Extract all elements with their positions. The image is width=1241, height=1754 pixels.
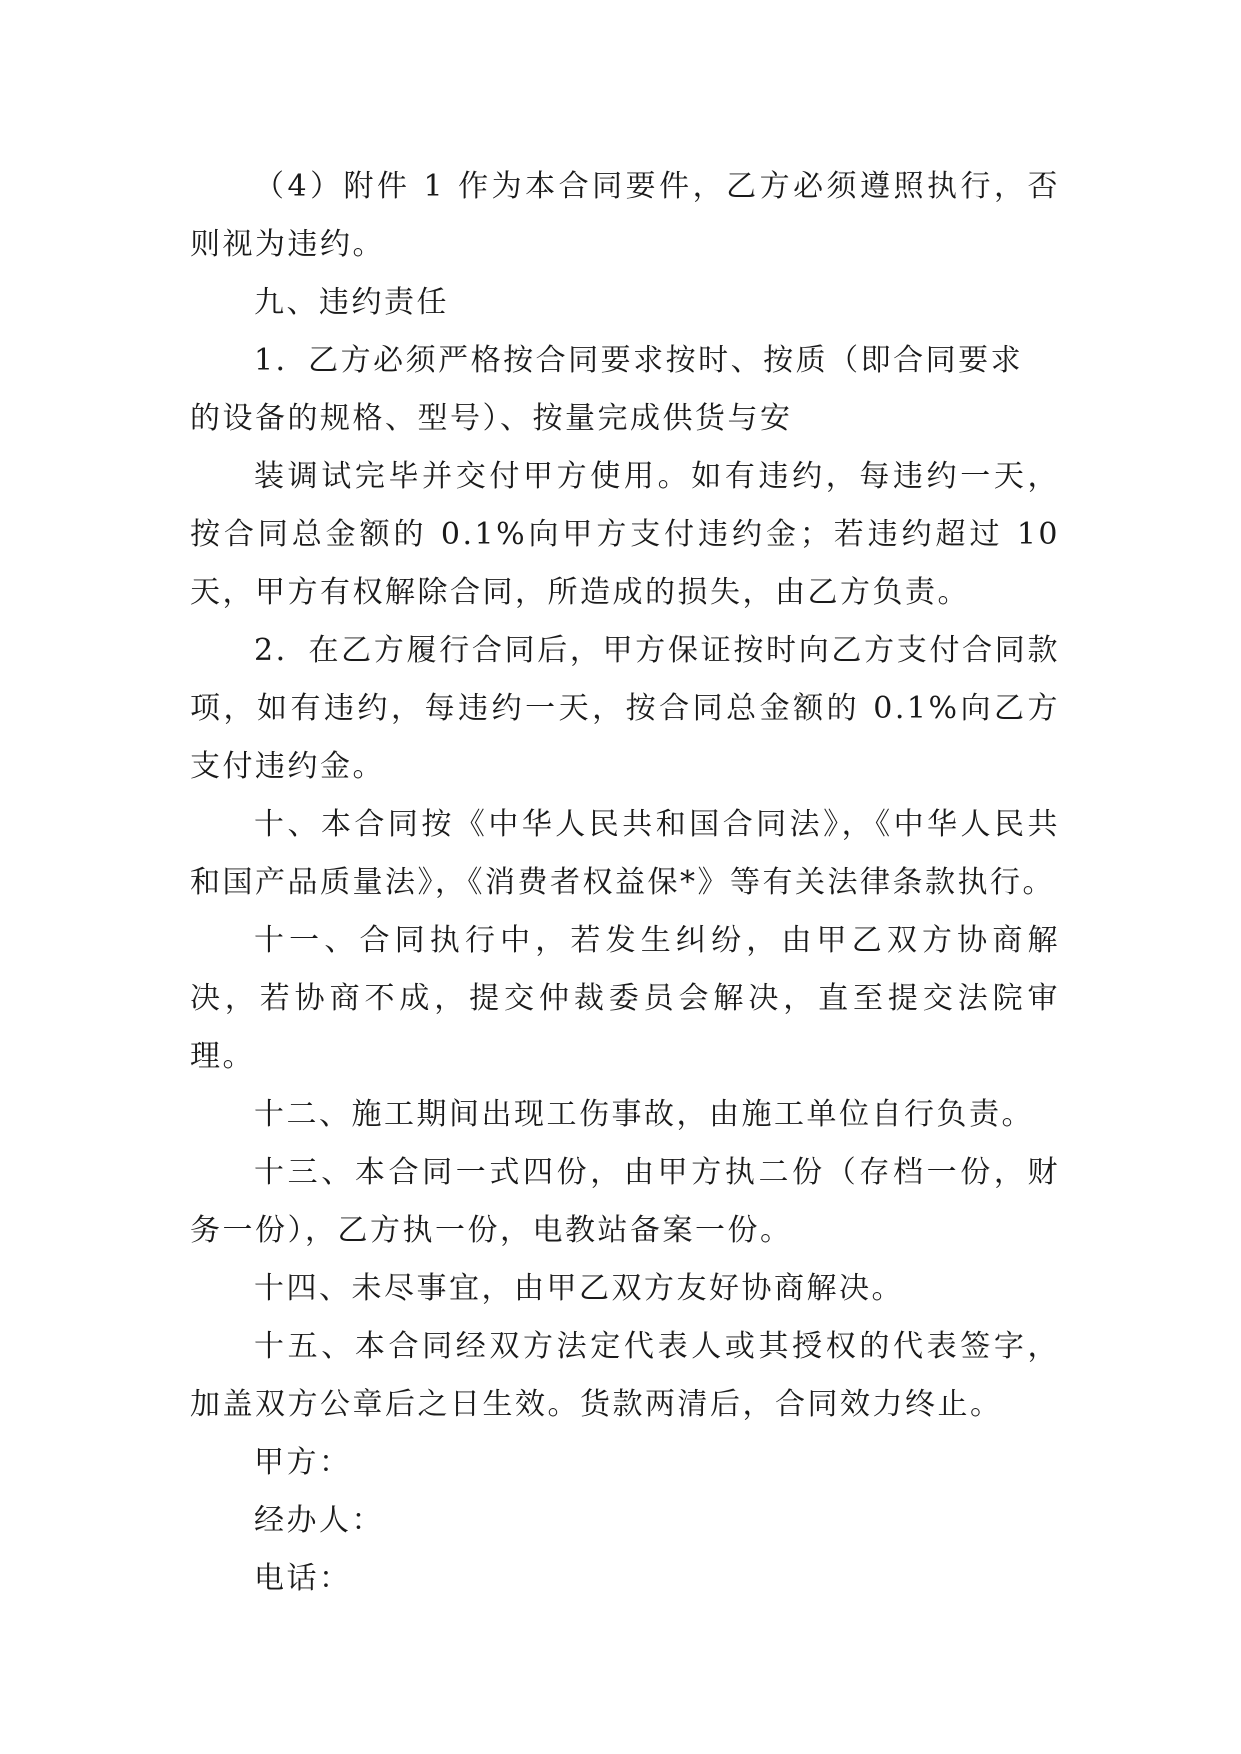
paragraph-breach-clause-1-line-1: 1．乙方必须严格按合同要求按时、按质（即合同要求	[254, 343, 1024, 378]
document-body	[190, 158, 1060, 1608]
paragraph-unresolved-matters: 十四、未尽事宜，由甲乙双方友好协商解决。	[254, 1271, 904, 1306]
paragraph-dispute-resolution: 十一、合同执行中，若发生纠纷，由甲乙双方协商解决，若协商不成，提交仲裁委员会解决，直至提交法院审理。	[190, 923, 1060, 1074]
signature-handler-label: 经办人：	[254, 1503, 384, 1538]
paragraph-attachment-clause: （4）附件 1 作为本合同要件，乙方必须遵照执行，否则视为违约。	[190, 169, 1060, 262]
section-heading-breach-liability: 九、违约责任	[254, 285, 449, 320]
paragraph-governing-law: 十、本合同按《中华人民共和国合同法》，《中华人民共和国产品质量法》，《消费者权益保*》等有关法律条款执行。	[190, 807, 1060, 900]
signature-phone-label: 电话：	[254, 1561, 352, 1596]
paragraph-breach-clause-1-continued: 装调试完毕并交付甲方使用。如有违约，每违约一天，按合同总金额的 0.1%向甲方支付违约金；若违约超过 10 天，甲方有权解除合同，所造成的损失，由乙方负责。	[190, 459, 1060, 610]
paragraph-work-injury: 十二、施工期间出现工伤事故，由施工单位自行负责。	[254, 1097, 1034, 1132]
paragraph-breach-clause-2: 2．在乙方履行合同后，甲方保证按时向乙方支付合同款项，如有违约，每违约一天，按合同总金额的 0.1%向乙方支付违约金。	[190, 633, 1060, 784]
paragraph-copies: 十三、本合同一式四份，由甲方执二份（存档一份，财务一份），乙方执一份，电教站备案一份。	[190, 1155, 1060, 1248]
signature-party-a-label: 甲方：	[254, 1445, 352, 1480]
paragraph-effectiveness: 十五、本合同经双方法定代表人或其授权的代表签字，加盖双方公章后之日生效。货款两清后，合同效力终止。	[190, 1329, 1060, 1422]
paragraph-breach-clause-1-line-2: 的设备的规格、型号）、按量完成供货与安	[190, 401, 793, 436]
